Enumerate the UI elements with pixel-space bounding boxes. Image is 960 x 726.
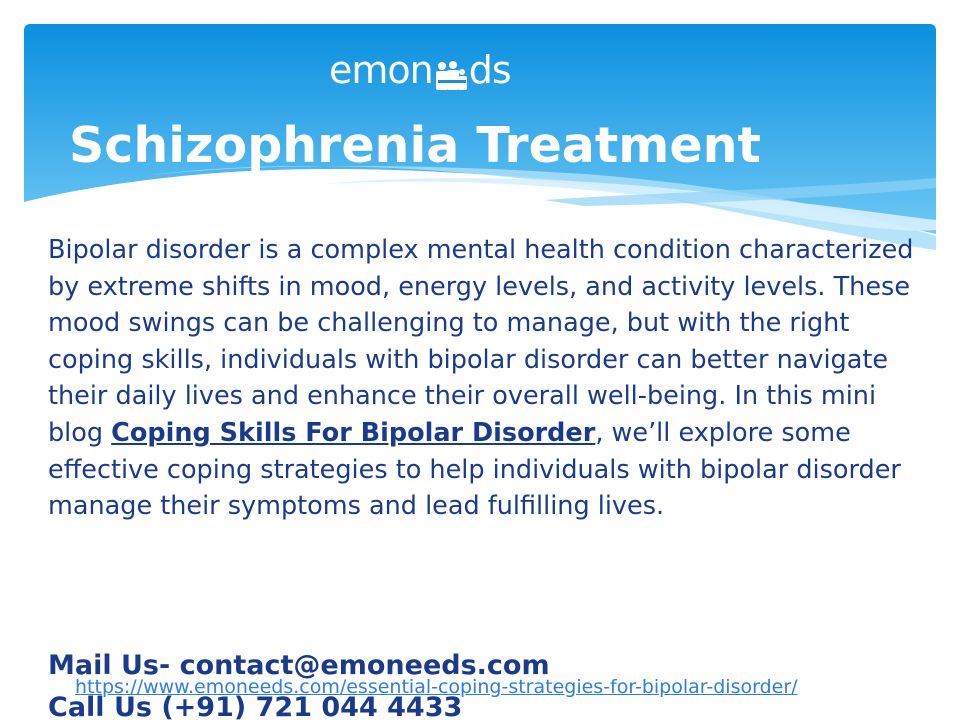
emoneeds-logo[interactable] xyxy=(329,48,511,92)
logo-text-right: ds xyxy=(468,48,511,92)
body-text-intro: Bipolar disorder is a complex mental health condition characterized by extreme shifts in mood, energy levels, and activity levels. These mood swings can be challenging to manage, but with the right coping skills, individuals with bipolar disorder can better navigate their daily lives and enhance their overall well-being. In this mini blog xyxy=(48,235,914,448)
page-title: Schizophrenia Treatment xyxy=(69,117,761,174)
body-paragraph xyxy=(48,232,918,525)
family-people-icon xyxy=(434,55,468,85)
body-text-rest: , we’ll explore some effective coping strategies to help individuals with bipolar disorder manage their symptoms and lead fulfilling lives. xyxy=(48,417,901,522)
contact-mail: Mail Us- contact@emoneeds.com xyxy=(48,650,550,681)
contact-phone: Call Us (+91) 721 044 4433 xyxy=(48,692,463,723)
coping-skills-link[interactable]: Coping Skills For Bipolar Disorder xyxy=(111,417,596,448)
source-url-link[interactable]: https://www.emoneeds.com/essential-coping-strategies-for-bipolar-disorder/ xyxy=(75,676,798,698)
logo-text-left: emon xyxy=(329,48,433,92)
